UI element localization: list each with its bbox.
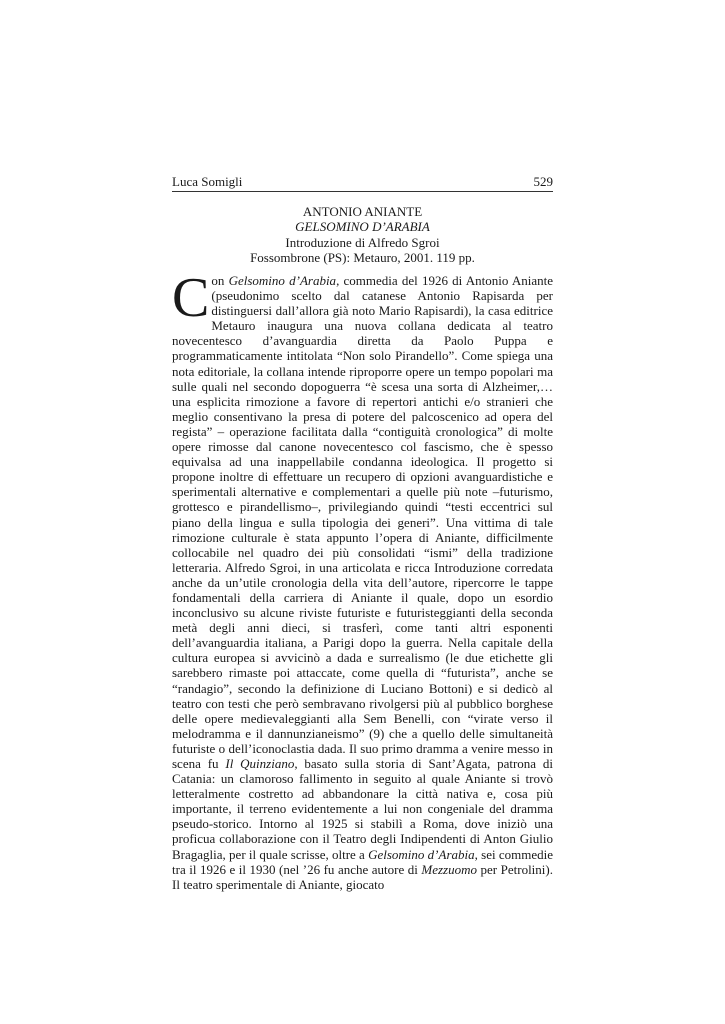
header-author: Luca Somigli [172, 174, 243, 189]
text-run: , basato sulla storia di Sant’Agata, patrona di Catania: un clamoroso fallimento in seguito al quale Aniante si trovò letteralmente costretto ad abbandonare la città nativa e, cosa più importante, il terreno evidentemente a lui non congeniale del dramma pseudo-storico. Intorno al 1925 si stabilì a Roma, dove iniziò una proficua collaborazione con il Teatro degli Indipendenti di Anton Giulio Bragaglia, per il quale scrisse, oltre a [172, 756, 553, 862]
italic-title: Gelsomino d’Arabia [368, 846, 475, 862]
page-number: 529 [533, 174, 553, 189]
book-title: GELSOMINO D’ARABIA [295, 219, 430, 235]
italic-title: Il Quinziano [225, 756, 295, 771]
drop-cap: C [172, 267, 210, 329]
review-paragraph [172, 267, 554, 892]
book-publication: Fossombrone (PS): Metauro, 2001. 119 pp. [250, 250, 475, 266]
running-header [172, 174, 553, 192]
book-author: ANTONIO ANIANTE [302, 204, 423, 219]
review-body [172, 267, 554, 892]
review-heading [172, 204, 553, 266]
text-run: per Petrolini). Il teatro sperimentale di Aniante, giocato [172, 861, 553, 892]
italic-title: Mezzuomo [421, 861, 477, 877]
italic-title: Gelsomino d’Arabia [228, 273, 337, 288]
text-run: on [211, 273, 229, 288]
text-run: , sei commedie tra il 1926 e il 1930 (nel ’26 fu anche autore di [172, 846, 553, 877]
text-run: , commedia del 1926 di Antonio Aniante (pseudonimo scelto dal catanese Antonio Rapisarda per distinguersi dall’allora già noto Mario Rapisardi), la casa editrice Metauro inaugura una nuova collana dedicata al teatro novecentesco d’avanguardia diretta da Paolo Puppa e programmaticamente intitolata “Non solo Pirandello”. Come spiega una nota editoriale, la collana intende riproporre opere un tempo popolari ma sulle quali nel secondo dopoguerra “è scesa una sorta di Alzheimer,…una esplicita rimozione a favore di repertori antichi e/o stranieri che meglio consentivano la presa di potere del palcoscenico ad opera del regista” – operazione facilitata dalla “contiguità cronologica” di molte opere rimosse dal canone novecentesco col fascismo, che è spesso equivalsa ad una inappellabile condanna ideologica. Il progetto si propone inoltre di effettuare un recupero di opzioni avanguardistiche e sperimentali alternative e complementari a quelle più note –futurismo, grottesco e pirandellismo–, privilegiando quindi “testi eccentrici sul piano della lingua e sulla tipologia dei generi”. Una vittima di tale rimozione culturale è stata appunto l’opera di Aniante, difficilmente collocabile nel quadro dei più consolidati “ismi” della tradizione letteraria. Alfredo Sgroi, in una articolata e ricca Introduzione corredata anche da un’utile cronologia della vita dell’autore, ripercorre le tappe fondamentali della carriera di Aniante il quale, dopo un esordio inconclusivo su alcune riviste futuriste e futuristeggianti della seconda metà degli anni dieci, si trasferì, come tanti altri esponenti dell’avanguardia italiana, a Parigi dopo la guerra. Nella capitale della cultura europea si avvicinò a dada e surrealismo (le due etichette gli sarebbero rimaste poi attaccate, come quella di “futurista”, anche se “randagio”, secondo la definizione di Luciano Bottoni) e si dedicò al teatro con testi che però sembravano rivolgersi più al pubblico borghese delle opere medievaleggianti alla Sem Benelli, con “virate verso il melodramma e il dannunzianeismo” (9) che a quello delle simultaneità futuriste o dell’iconoclastia dada. Il suo primo dramma a venire messo in scena fu [172, 273, 554, 771]
book-introduction: Introduzione di Alfredo Sgroi [285, 234, 440, 250]
